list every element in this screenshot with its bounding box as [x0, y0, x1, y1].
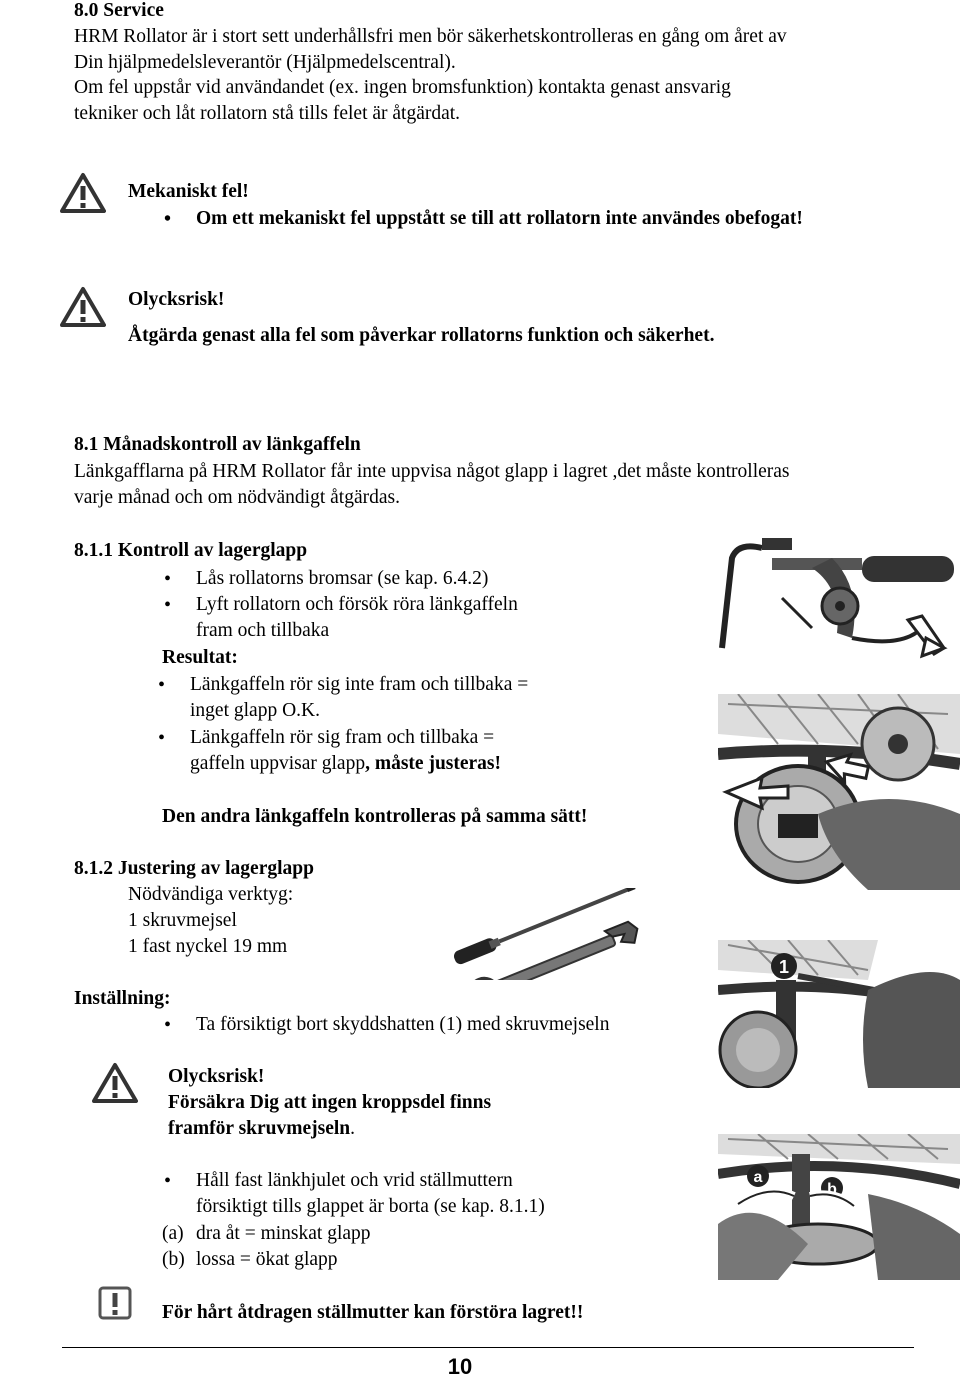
result2-bold: , måste justeras!	[365, 753, 502, 774]
installning-label: Inställning:	[74, 988, 171, 1009]
attention-note-icon	[98, 1286, 132, 1320]
section-heading-81: 8.1 Månadskontroll av länkgaffeln	[74, 434, 361, 455]
remove-cap-photo	[718, 940, 960, 1088]
brake-handle-photo	[712, 528, 958, 664]
service-text-line: Din hjälpmedelsleverantör (Hjälpmedelscentral).	[74, 52, 456, 73]
list-item-continuation: fram och tillbaka	[196, 620, 330, 641]
list-item: • Håll fast länkhjulet och vrid ställmuttern	[196, 1168, 513, 1194]
list-item-continuation: inget glapp O.K.	[190, 700, 320, 721]
final-note: För hårt åtdragen ställmutter kan förstöra lagret!!	[162, 1302, 584, 1323]
warning-bullet: • Om ett mekaniskt fel uppstått se till att rollatorn inte användes obefogat!	[196, 206, 803, 232]
option-label-a: (a)	[162, 1223, 184, 1244]
list-item: • Lyft rollatorn och försök röra länkgaffeln	[196, 592, 518, 618]
warning-text: Åtgärda genast alla fel som påverkar rollatorns funktion och säkerhet.	[128, 325, 715, 346]
option-text-b: lossa = ökat glapp	[196, 1249, 338, 1270]
list-item-continuation: försiktigt tills glappet är borta (se kap. 8.1.1)	[196, 1196, 545, 1217]
list-item: • Länkgaffeln rör sig inte fram och tillbaka =	[190, 672, 528, 698]
warning-text: Försäkra Dig att ingen kroppsdel finns	[168, 1092, 492, 1113]
service-text-line: Om fel uppstår vid användandet (ex. ingen bromsfunktion) kontakta genast ansvarig	[74, 77, 731, 98]
warning-text	[168, 1116, 355, 1142]
list-item: • Lås rollatorns bromsar (se kap. 6.4.2)	[196, 566, 488, 592]
tool-item: 1 fast nyckel 19 mm	[128, 936, 288, 957]
service-text-line: HRM Rollator är i stort sett underhållsfri men bör säkerhetskontrolleras en gång om året av	[74, 26, 787, 47]
option-text-a: dra åt = minskat glapp	[196, 1223, 371, 1244]
warning-title-mekaniskt: Mekaniskt fel!	[128, 181, 249, 202]
footer-divider	[62, 1347, 914, 1348]
warning-title-olycksrisk: Olycksrisk!	[168, 1066, 265, 1087]
page-number: 10	[447, 1354, 473, 1379]
warning-triangle-icon	[60, 172, 106, 214]
result2-normal: gaffeln uppvisar glapp	[190, 753, 366, 774]
service-text-line: tekniker och låt rollatorn stå tills felet är åtgärdat.	[74, 103, 461, 124]
marker-b-label: b	[827, 1181, 837, 1198]
adjust-nut-photo	[718, 1134, 960, 1280]
list-item-continuation	[190, 751, 501, 777]
section-heading-812: 8.1.2 Justering av lagerglapp	[74, 858, 314, 879]
section81-text-line: Länkgafflarna på HRM Rollator får inte uppvisa något glapp i lagret ,det måste kontrolleras	[74, 461, 790, 482]
screwdriver-and-wrench-image	[442, 888, 652, 980]
warning-text-bold: framför skruvmejseln	[168, 1118, 351, 1139]
section-heading-811: 8.1.1 Kontroll av lagerglapp	[74, 540, 308, 561]
list-item: • Länkgaffeln rör sig fram och tillbaka =	[190, 725, 494, 751]
warning-triangle-icon	[60, 286, 106, 328]
marker-1-label: 1	[778, 957, 790, 977]
warning-text-period: .	[350, 1118, 356, 1139]
marker-a-label: a	[753, 1169, 763, 1186]
tool-item: 1 skruvmejsel	[128, 910, 237, 931]
result-label: Resultat:	[162, 647, 238, 668]
tools-label: Nödvändiga verktyg:	[128, 884, 294, 905]
list-item: • Ta försiktigt bort skyddshatten (1) med skruvmejseln	[196, 1012, 609, 1038]
warning-title-olycksrisk: Olycksrisk!	[128, 289, 225, 310]
fork-check-photo	[718, 694, 960, 890]
section81-text-line: varje månad och om nödvändigt åtgärdas.	[74, 487, 400, 508]
section-heading-service: 8.0 Service	[74, 0, 164, 21]
option-label-b: (b)	[162, 1249, 185, 1270]
note-other-fork: Den andra länkgaffeln kontrolleras på samma sätt!	[162, 806, 588, 827]
warning-triangle-icon	[92, 1062, 138, 1104]
